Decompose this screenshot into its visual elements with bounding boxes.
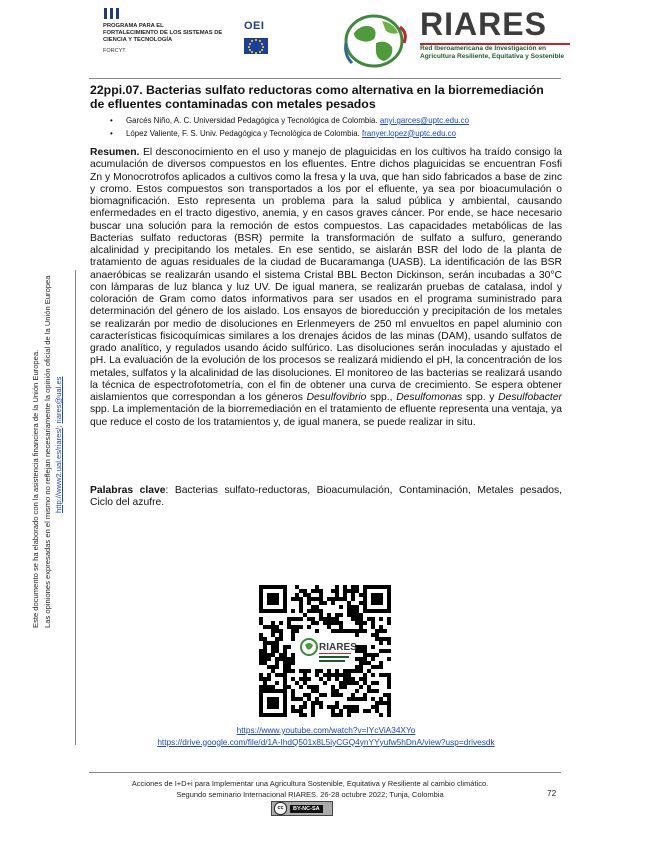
riares-email-link[interactable]: riares@ual.es <box>54 376 63 424</box>
abstract <box>90 147 562 429</box>
cc-license-badge <box>271 801 333 816</box>
riares-network-name: Red Iberoamericana de Investigación en Agricultura Resiliente, Equitativa y Sostenible <box>420 45 565 60</box>
cc-icon: cc <box>274 802 287 815</box>
qr-logo-label: RIARES <box>319 642 357 653</box>
drive-link[interactable]: https://drive.google.com/file/d/1A-IhdQ501x8L5iyCGQ4ynYYyufw5hDnA/view?usp=drivesdk <box>157 736 495 747</box>
author-name: Garcés Niño, A. C. Universidad Pedagógica y Tecnológica de Colombia. <box>126 116 378 125</box>
forcyt-bars-icon <box>104 8 228 19</box>
article-title: 22ppi.07. Bacterias sulfato reductoras como alternativa en la biorremediación de efluentes contaminadas con metales pesados <box>90 83 544 111</box>
header-divider <box>89 78 561 79</box>
keywords <box>90 485 562 510</box>
eu-flag-icon <box>244 38 268 54</box>
qr-finder-top-right <box>363 585 391 613</box>
footer-divider <box>89 772 561 773</box>
sidebar-divider <box>75 270 76 745</box>
abstract-label: Resumen. <box>90 147 140 158</box>
author-email-link[interactable]: anyi.garces@uptc.edu.co <box>379 116 469 125</box>
genus-name: Desulfovibrio <box>306 392 367 403</box>
author-item <box>110 115 565 128</box>
qr-code[interactable] <box>257 583 393 719</box>
bullet: • <box>110 116 113 125</box>
author-item <box>110 128 565 141</box>
bullet: • <box>110 128 113 138</box>
youtube-link[interactable]: https://www.youtube.com/watch?v=IYcViA34XYo <box>236 725 416 735</box>
genus-name: Desulfobacter <box>498 392 562 403</box>
keywords-label: Palabras clave <box>90 485 166 496</box>
disclaimer-line-1: Este documento se ha elaborado con la asistencia financiera de la Unión Europea. <box>31 349 40 628</box>
author-list <box>110 115 565 140</box>
riares-website-link[interactable]: http://www2.ual.es/riares/ <box>54 427 63 513</box>
qr-finder-top-left <box>259 585 287 613</box>
link-separator: ; <box>54 425 63 428</box>
riares-wordmark: RIARES <box>420 6 547 42</box>
footer <box>90 779 530 800</box>
license-label: BY-NC-SA <box>290 805 323 813</box>
media-links <box>90 725 562 748</box>
forcyt-label: FORCYT <box>103 47 126 54</box>
riares-globe-icon <box>342 13 412 69</box>
forcyt-logo <box>103 8 228 58</box>
keywords-text: : Bacterias sulfato-reductoras, Bioacumulación, Contaminación, Metales pesados, Ciclo del azufre. <box>90 485 562 509</box>
author-name: López Valiente, F. S. Univ. Pedagógica y Tecnológica de Colombia. <box>126 128 360 138</box>
qr-finder-bottom-left <box>259 689 287 717</box>
footer-line-2: Segundo seminario Internacional RIARES. 26-28 octubre 2022; Tunja, Colombia <box>176 789 444 799</box>
oei-logo <box>244 20 284 60</box>
abstract-text-2: spp., <box>366 392 397 403</box>
footer-line-1: Acciones de I+D+i para Implementar una Agricultura Sostenible, Equitativa y Resiliente al cambio climático. <box>131 779 489 788</box>
oei-label: OEI <box>244 20 265 32</box>
page-number: 72 <box>547 788 557 798</box>
riares-logo <box>336 5 576 73</box>
disclaimer-line-2: Las opiniones expresadas en el mismo no reflejan necesariamente la opinión oficial de la Unión Europea <box>42 275 52 628</box>
author-email-link[interactable]: franyer.lopez@uptc.edu.co <box>362 128 456 138</box>
forcyt-program-text: PROGRAMA PARA EL FORTALECIMIENTO DE LOS SISTEMAS DE CIENCIA Y TECNOLOGÍA <box>103 23 223 44</box>
qr-center-logo <box>297 633 357 667</box>
abstract-text-4: spp. La implementación de la biorremediación en el tratamiento de efluente representa una ventaja, ya que reduce el costo de los tratamientos y, de igual manera, se puede realizar in situ. <box>90 404 562 428</box>
abstract-text-1: El desconocimiento en el uso y manejo de plaguicidas en los cultivos ha traído consigo la acumulación de diversos compuestos en los efluentes. Entre dichos plaguicidas se encuentran Fosfi Zn y Monocrotrofos aplicados a cultivos como la fresa y la uva, que han sido fabricados a base de zinc y cromo. Estos compuestos son transportados a los por el efluente, ya sea por bioacumulación o biomagnificación. Esto representa un problema para la salud pública y ambiental, causando enfermedades en el tracto digestivo, anemia, y en casos graves cáncer. Por ende, se hace necesario buscar una solución para la remoción de estos compuestos. Las capacidades metabólicas de las Bacterias sulfato reductoras (BSR) permite la transformación de sulfato a sulfuro, generando alcalinidad y precipitando los metales. En ese sentido, se aislarán BSR del lodo de la planta de tratamiento de aguas residuales de la ciudad de Bucaramanga (UASB). La identificación de las BSR anaeróbicas se realizarán usando el sistema Cristal BBL Becton Dickinson, serán incubadas a 30°C con lámparas de luz blanca y luz UV. De igual manera, se realizarán pruebas de catalasa, indol y coloración de Gram como datos informativos para ser usados en el programa suministrado para determinación del género de los aislado. Los ensayos de bioreducción y precipitación de los metales se realizarán por medio de disoluciones en Erlenmeyers de 250 ml envueltos en papel aluminio con características fisicoquímicas similares a los drenajes ácidos de las minas (DAM), usando sulfatos de grado analítico, y regulados usando ácido sulfúrico. Las disoluciones serán inoculadas y ajustado el pH. La evaluación de la evolución de los procesos se realizará midiendo el pH, la concentración de los metales, sulfatos y la alcalinidad de las disoluciones. El monitoreo de las bacterias se realizará usando la técnica de espectrofotometría, con el fin de obtener una curva de crecimiento. Se espera obtener aislamientos que correspondan a los géneros <box>90 147 562 403</box>
genus-name: Desulfomonas <box>396 392 463 403</box>
abstract-text-3: spp. y <box>462 392 499 403</box>
disclaimer-links <box>53 28 65 628</box>
